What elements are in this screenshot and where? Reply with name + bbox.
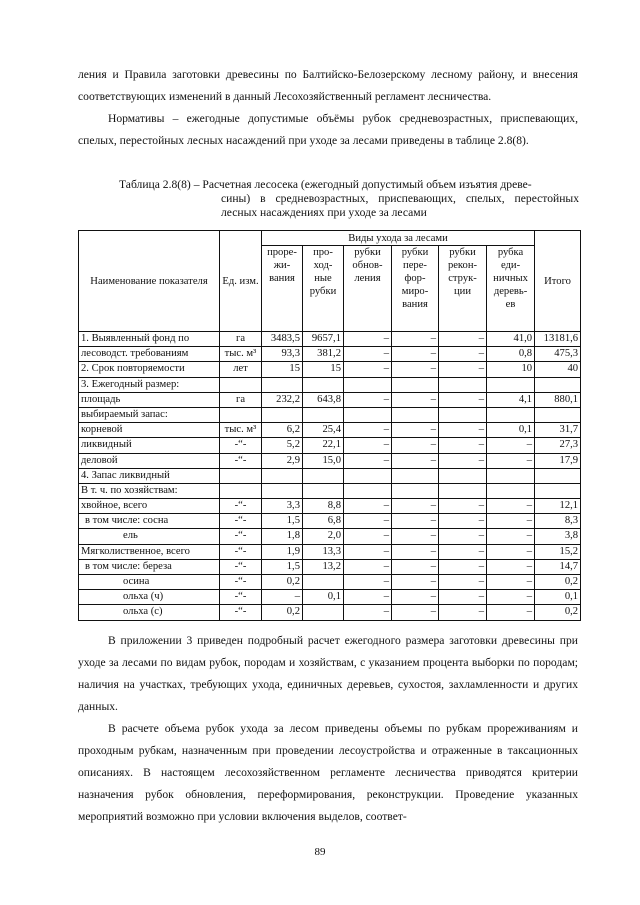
row-unit: тыс. м³	[220, 347, 262, 362]
row-value	[487, 377, 535, 392]
table-row	[79, 453, 581, 468]
row-label: хвойное, всего	[79, 499, 220, 514]
row-value	[303, 605, 344, 620]
row-label: ольха (с)	[79, 605, 220, 620]
row-total: 8,3	[535, 514, 581, 529]
row-value: 15	[262, 362, 303, 377]
table-row	[79, 575, 581, 590]
row-label: Мягколиственное, всего	[79, 544, 220, 559]
row-label: площадь	[79, 392, 220, 407]
cutting-area-table	[78, 230, 581, 621]
row-value	[392, 483, 439, 498]
row-label: ель	[79, 529, 220, 544]
row-unit: -“-	[220, 544, 262, 559]
row-value	[439, 407, 487, 422]
row-total: 0,2	[535, 575, 581, 590]
term-normatives: Нормативы	[108, 112, 165, 125]
table-row	[79, 392, 581, 407]
row-value: –	[439, 453, 487, 468]
row-value	[303, 377, 344, 392]
row-value: –	[439, 423, 487, 438]
row-value: 3,3	[262, 499, 303, 514]
row-value: 3483,5	[262, 332, 303, 347]
row-value: –	[439, 332, 487, 347]
row-value	[487, 407, 535, 422]
row-label: корневой	[79, 423, 220, 438]
row-value: –	[344, 347, 392, 362]
row-unit: -“-	[220, 453, 262, 468]
row-value: 5,2	[262, 438, 303, 453]
row-value: 0,1	[487, 423, 535, 438]
row-value: –	[344, 605, 392, 620]
row-total: 3,8	[535, 529, 581, 544]
row-unit	[220, 377, 262, 392]
row-total: 27,3	[535, 438, 581, 453]
paragraph-normatives	[78, 108, 578, 152]
row-value	[303, 575, 344, 590]
header-unit: Ед. изм.	[220, 231, 262, 332]
table-row	[79, 438, 581, 453]
row-label: выбираемый запас:	[79, 407, 220, 422]
row-label: деловой	[79, 453, 220, 468]
paragraph-intro: ления и Правила заготовки древесины по Балтийско-Белозерскому лесному району, и внесения соответствующих изменений в данный Лесохозяйственный регламент лесничества.	[78, 68, 578, 103]
row-value: 93,3	[262, 347, 303, 362]
row-label: в том числе: береза	[79, 559, 220, 574]
caption-continuation: сины) в средневозрастных, приспевающих, спелых, перестойных лесных насаждениях при уходе за лесами	[221, 192, 579, 219]
row-unit	[220, 407, 262, 422]
row-unit: -“-	[220, 559, 262, 574]
table-row	[79, 407, 581, 422]
row-value: 0,2	[262, 605, 303, 620]
row-value	[392, 377, 439, 392]
table-row	[79, 423, 581, 438]
row-value: –	[344, 559, 392, 574]
table-row	[79, 514, 581, 529]
table-row	[79, 605, 581, 620]
row-value	[303, 468, 344, 483]
row-value	[344, 377, 392, 392]
row-value: –	[392, 423, 439, 438]
row-value: –	[439, 392, 487, 407]
row-value: 15,0	[303, 453, 344, 468]
row-value: 2,0	[303, 529, 344, 544]
row-value: –	[344, 514, 392, 529]
row-total: 31,7	[535, 423, 581, 438]
row-value: –	[487, 438, 535, 453]
header-type-2: про-ход-ные рубки	[303, 246, 344, 332]
row-value: 1,9	[262, 544, 303, 559]
row-value: –	[392, 347, 439, 362]
row-value	[487, 468, 535, 483]
table-row	[79, 483, 581, 498]
row-value: –	[392, 575, 439, 590]
row-value: –	[392, 605, 439, 620]
row-value	[392, 407, 439, 422]
row-value: –	[439, 529, 487, 544]
row-label: 1. Выявленный фонд по	[79, 332, 220, 347]
row-unit: -“-	[220, 605, 262, 620]
row-unit: га	[220, 392, 262, 407]
row-value: –	[439, 575, 487, 590]
row-value: –	[344, 362, 392, 377]
row-total: 12,1	[535, 499, 581, 514]
row-value: –	[439, 590, 487, 605]
row-value	[439, 468, 487, 483]
row-value: –	[392, 438, 439, 453]
row-value: –	[487, 544, 535, 559]
row-value: 13,3	[303, 544, 344, 559]
row-value: 1,8	[262, 529, 303, 544]
row-value: –	[344, 590, 392, 605]
row-value: –	[392, 590, 439, 605]
table-row	[79, 377, 581, 392]
row-value	[344, 468, 392, 483]
row-value	[392, 468, 439, 483]
row-total: 40	[535, 362, 581, 377]
row-value: –	[392, 392, 439, 407]
row-value: –	[439, 362, 487, 377]
row-value: 643,8	[303, 392, 344, 407]
row-total: 475,3	[535, 347, 581, 362]
row-value: –	[439, 438, 487, 453]
row-unit: лет	[220, 362, 262, 377]
row-value: 1,5	[262, 514, 303, 529]
row-value: –	[344, 438, 392, 453]
row-total: 15,2	[535, 544, 581, 559]
row-value: –	[344, 575, 392, 590]
row-total: 880,1	[535, 392, 581, 407]
table-row	[79, 559, 581, 574]
row-value: –	[392, 514, 439, 529]
row-label: 4. Запас ликвидный	[79, 468, 220, 483]
row-value	[303, 407, 344, 422]
row-value: 381,2	[303, 347, 344, 362]
table-row	[79, 468, 581, 483]
row-label: ликвидный	[79, 438, 220, 453]
row-total: 17,9	[535, 453, 581, 468]
row-value	[439, 483, 487, 498]
row-value: –	[439, 544, 487, 559]
page-number: 89	[314, 846, 326, 858]
table-row	[79, 332, 581, 347]
row-total	[535, 468, 581, 483]
row-value: 6,8	[303, 514, 344, 529]
header-type-6: рубка еди-ничных деревь-ев	[487, 246, 535, 332]
row-value: 6,2	[262, 423, 303, 438]
row-total: 14,7	[535, 559, 581, 574]
row-value: 4,1	[487, 392, 535, 407]
caption-lead: Таблица 2.8(8) – Расчетная лесосека (ежегодный допустимый объем изъятия древе-	[119, 178, 532, 191]
row-value: 0,2	[262, 575, 303, 590]
row-value: –	[344, 499, 392, 514]
header-care-types: Виды ухода за лесами	[262, 231, 535, 246]
row-label: лесоводст. требованиям	[79, 347, 220, 362]
row-value: –	[439, 514, 487, 529]
row-value: 9657,1	[303, 332, 344, 347]
row-value: –	[344, 529, 392, 544]
row-value: –	[344, 544, 392, 559]
table-row	[79, 347, 581, 362]
row-value	[344, 483, 392, 498]
row-value	[439, 377, 487, 392]
row-value: –	[487, 499, 535, 514]
row-value: –	[439, 347, 487, 362]
row-value: 8,8	[303, 499, 344, 514]
row-total: 13181,6	[535, 332, 581, 347]
row-value: 1,5	[262, 559, 303, 574]
row-label: ольха (ч)	[79, 590, 220, 605]
row-value: 15	[303, 362, 344, 377]
row-value	[303, 483, 344, 498]
row-value: –	[344, 453, 392, 468]
header-type-3: рубки обнов-ления	[344, 246, 392, 332]
row-value: –	[487, 529, 535, 544]
row-value: –	[392, 544, 439, 559]
row-value: –	[344, 423, 392, 438]
row-value: 2,9	[262, 453, 303, 468]
paragraph-appendix: В приложении 3 приведен подробный расчет ежегодного размера заготовки древесины при уходе за лесами по видам рубок, породам и хозяйствам, с указанием процента выборки по породам; наличия на участках, требующих ухода, единичных деревьев, сухостоя, захламленности и других данных.	[78, 634, 578, 713]
table-caption	[119, 178, 579, 220]
row-value: –	[487, 590, 535, 605]
row-value: –	[439, 499, 487, 514]
row-total: 0,2	[535, 605, 581, 620]
row-value	[262, 468, 303, 483]
table-row	[79, 590, 581, 605]
row-label: В т. ч. по хозяйствам:	[79, 483, 220, 498]
row-unit: -“-	[220, 575, 262, 590]
table-row	[79, 362, 581, 377]
row-value: 22,1	[303, 438, 344, 453]
row-value	[487, 483, 535, 498]
row-value: 13,2	[303, 559, 344, 574]
header-indicator: Наименование показателя	[79, 231, 220, 332]
row-value: –	[392, 499, 439, 514]
row-label: 3. Ежегодный размер:	[79, 377, 220, 392]
row-value: –	[392, 362, 439, 377]
row-value: –	[487, 453, 535, 468]
table-row	[79, 544, 581, 559]
row-total	[535, 483, 581, 498]
row-value: –	[487, 514, 535, 529]
row-value: –	[439, 559, 487, 574]
row-total	[535, 377, 581, 392]
row-unit	[220, 468, 262, 483]
row-value: –	[262, 590, 303, 605]
row-unit: -“-	[220, 529, 262, 544]
row-unit: -“-	[220, 590, 262, 605]
row-unit: -“-	[220, 514, 262, 529]
row-unit: га	[220, 332, 262, 347]
row-value: –	[392, 332, 439, 347]
row-total: 0,1	[535, 590, 581, 605]
row-unit	[220, 483, 262, 498]
row-label: 2. Срок повторяемости	[79, 362, 220, 377]
normatives-text: – ежегодные допустимые объёмы рубок средневозрастных, приспевающих, спелых, перестойных лесных насаждений при уходе за лесами приведены в таблице 2.8(8).	[78, 112, 578, 147]
row-label: осина	[79, 575, 220, 590]
row-value: 0,8	[487, 347, 535, 362]
row-label: в том числе: сосна	[79, 514, 220, 529]
header-total: Итого	[535, 231, 581, 332]
row-value: 10	[487, 362, 535, 377]
row-value: –	[487, 559, 535, 574]
row-value: –	[392, 529, 439, 544]
row-value: –	[487, 605, 535, 620]
row-value: –	[392, 559, 439, 574]
row-unit: -“-	[220, 499, 262, 514]
header-type-5: рубки рекон-струк-ции	[439, 246, 487, 332]
row-value: –	[487, 575, 535, 590]
row-value	[344, 407, 392, 422]
row-value: –	[439, 605, 487, 620]
row-total	[535, 407, 581, 422]
row-value: 0,1	[303, 590, 344, 605]
row-value: 232,2	[262, 392, 303, 407]
paragraph-calculation: В расчете объема рубок ухода за лесом приведены объемы по рубкам прореживаниям и проходным рубкам, назначенным при проведении лесоустройства и отраженные в таксационных описаниях. В настоящем лесохозяйственном регламенте лесничества приводятся критерии назначения рубок обновления, переформирования, реконструкции. Проведение указанных мероприятий возможно при условии включения выделов, соответ-	[78, 722, 578, 823]
table-row	[79, 529, 581, 544]
row-unit: -“-	[220, 438, 262, 453]
row-unit: тыс. м³	[220, 423, 262, 438]
header-type-1: проре-жи-вания	[262, 246, 303, 332]
row-value	[262, 407, 303, 422]
row-value	[262, 483, 303, 498]
row-value: –	[344, 332, 392, 347]
row-value: 41,0	[487, 332, 535, 347]
table-row	[79, 499, 581, 514]
row-value: –	[344, 392, 392, 407]
row-value	[262, 377, 303, 392]
header-type-4: рубки пере-фор-миро-вания	[392, 246, 439, 332]
row-value: 25,4	[303, 423, 344, 438]
row-value: –	[392, 453, 439, 468]
